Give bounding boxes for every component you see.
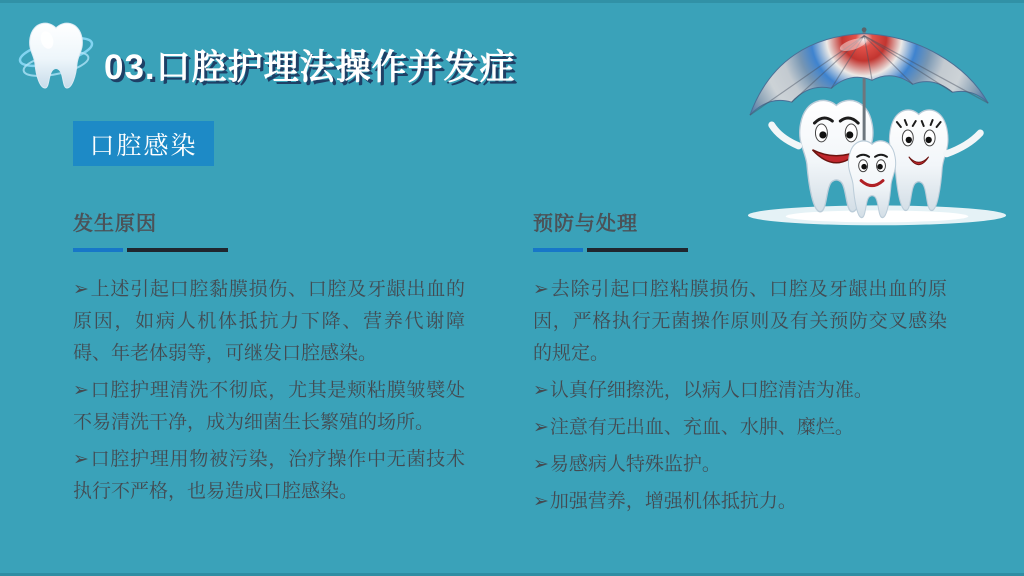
header-underline: [73, 248, 465, 252]
column-causes: [73, 207, 465, 513]
underline-blue-segment: [533, 248, 583, 252]
bullet-arrow-icon: ➢: [73, 449, 89, 470]
bullet-text: 认真仔细擦洗，以病人口腔清洁为准。: [549, 380, 873, 401]
bullet-arrow-icon: ➢: [533, 279, 549, 300]
underline-dark-segment: [127, 248, 228, 252]
bullet-text: 加强营养，增强机体抵抗力。: [549, 491, 797, 512]
bullet-item: [73, 444, 465, 508]
top-edge-strip: [0, 0, 1024, 3]
bullet-arrow-icon: ➢: [73, 380, 89, 401]
column-causes-header: 发生原因: [73, 213, 157, 235]
section-label: 口腔感染: [73, 121, 214, 166]
teeth-family-umbrella-illustration: [742, 26, 1020, 228]
bullet-item: [533, 412, 947, 444]
bullet-item: [73, 274, 465, 370]
bullet-item: [533, 375, 947, 407]
bullet-text: 上述引起口腔黏膜损伤、口腔及牙龈出血的原因，如病人机体抵抗力下降、营养代谢障碍、年老体弱等，可继发口腔感染。: [73, 279, 465, 364]
bullet-item: [533, 274, 947, 370]
slide-title: 03.口腔护理法操作并发症: [104, 48, 516, 87]
bullet-item: [533, 449, 947, 481]
bullet-text: 口腔护理用物被污染，治疗操作中无菌技术执行不严格，也易造成口腔感染。: [73, 449, 465, 502]
bullet-text: 易感病人特殊监护。: [549, 454, 721, 475]
bullet-arrow-icon: ➢: [533, 454, 549, 475]
bullet-text: 去除引起口腔粘膜损伤、口腔及牙龈出血的原因，严格执行无菌操作原则及有关预防交叉感染的规定。: [533, 279, 947, 364]
bullet-text: 口腔护理清洗不彻底，尤其是颊粘膜皱襞处不易清洗干净，成为细菌生长繁殖的场所。: [73, 380, 465, 433]
bullet-text: 注意有无出血、充血、水肿、糜烂。: [549, 417, 854, 438]
bullet-arrow-icon: ➢: [533, 417, 549, 438]
causes-bullet-list: [73, 274, 465, 508]
underline-dark-segment: [587, 248, 688, 252]
bullet-arrow-icon: ➢: [533, 491, 549, 512]
prevention-bullet-list: [533, 274, 947, 518]
underline-blue-segment: [73, 248, 123, 252]
bullet-arrow-icon: ➢: [533, 380, 549, 401]
bullet-item: [533, 486, 947, 518]
header-underline: [533, 248, 947, 252]
bullet-item: [73, 375, 465, 439]
column-prevention-header: 预防与处理: [533, 213, 638, 235]
tooth-logo-icon: [14, 12, 98, 100]
column-prevention: [533, 207, 947, 523]
bullet-arrow-icon: ➢: [73, 279, 89, 300]
